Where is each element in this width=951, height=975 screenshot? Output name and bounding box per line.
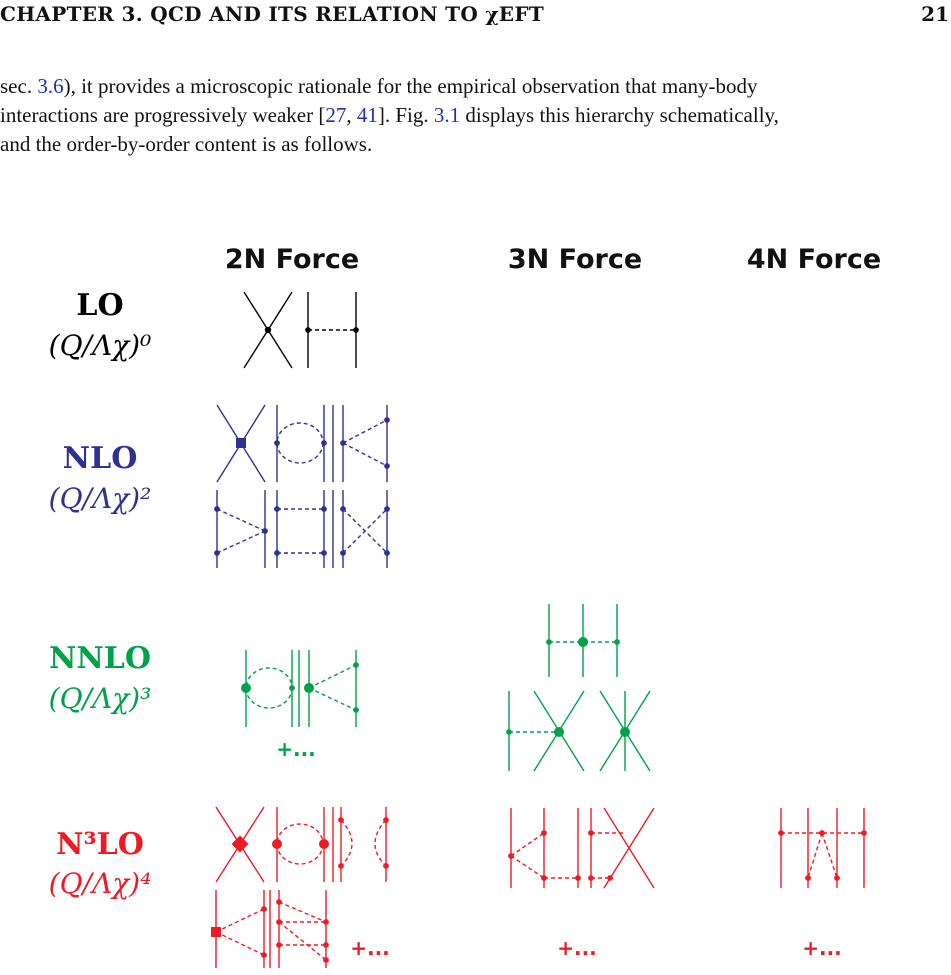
nlo-contact-diagram — [217, 405, 265, 482]
n3lo-3n-diagrams — [509, 808, 654, 888]
nnlo-3n-two-pion-exchange — [547, 604, 619, 677]
lo-contact-diagram — [244, 292, 292, 368]
nlo-box-diagram — [275, 490, 326, 568]
text-fragment: sec. — [0, 74, 38, 98]
figure-reference-link[interactable]: 3.1 — [433, 103, 461, 127]
nlo-triangle-diagram — [333, 405, 389, 482]
order-name: NNLO — [48, 641, 152, 676]
n3lo-box-diagram — [270, 890, 328, 968]
n3lo-contact-diagram — [216, 807, 264, 882]
text-fragment: , — [346, 103, 357, 127]
text-fragment: interactions are progressively weaker [ — [0, 103, 326, 127]
n3lo-bubble-diagram — [272, 807, 329, 882]
order-label-lo — [49, 288, 152, 362]
order-power: (Q/Λχ)³ — [48, 682, 152, 715]
column-header-4n: 4N Force — [746, 244, 882, 275]
order-label-nnlo — [49, 641, 152, 715]
text-fragment: displays this hierarchy schematically, — [460, 103, 779, 127]
n3lo-3n-relativistic-diagram — [589, 808, 654, 888]
nlo-bubble-diagram — [275, 405, 326, 482]
order-name: NLO — [62, 441, 138, 476]
order-label-n3lo — [49, 827, 152, 900]
nnlo-2n-diagrams — [241, 650, 358, 727]
n3lo-4n-diagram — [779, 808, 866, 888]
order-name: LO — [76, 288, 124, 323]
nnlo-3n-one-pion-exchange — [507, 691, 584, 771]
nlo-triangle-left-diagram — [215, 490, 267, 568]
order-power: (Q/Λχ)⁰ — [48, 329, 152, 362]
n3lo-triangle-left-diagram — [211, 890, 266, 968]
order-name: N³LO — [56, 827, 144, 862]
n3lo-4n-ellipsis: +... — [802, 936, 842, 960]
nnlo-bubble-diagram — [241, 650, 294, 727]
citation-link-27[interactable]: 27 — [325, 103, 347, 127]
nnlo-3n-contact — [600, 691, 650, 771]
n3lo-two-loop-diagram — [333, 807, 388, 882]
order-power: (Q/Λχ)² — [48, 482, 152, 515]
order-label-nlo — [49, 441, 152, 515]
page-number: 21 — [921, 2, 949, 26]
column-header-2n: 2N Force — [224, 244, 360, 275]
nlo-diagrams — [215, 405, 389, 568]
n3lo-2n-ellipsis: +... — [350, 936, 390, 960]
order-power: (Q/Λχ)⁴ — [48, 867, 152, 900]
citation-link-41[interactable]: 41 — [356, 103, 378, 127]
n3lo-3n-ellipsis: +... — [557, 936, 597, 960]
lo-diagrams — [244, 292, 358, 368]
text-fragment: ]. Fig. — [377, 103, 434, 127]
nnlo-2n-ellipsis: +... — [276, 737, 316, 761]
section-reference-link[interactable]: 3.6 — [37, 74, 64, 98]
text-fragment: ), it provides a microscopic rationale for the empirical observation that many-body — [63, 74, 758, 98]
nnlo-triangle-diagram — [299, 650, 358, 727]
nlo-crossed-box-diagram — [333, 490, 389, 568]
lo-one-pion-exchange-diagram — [306, 292, 358, 368]
chapter-title: CHAPTER 3. QCD AND ITS RELATION TO χEFT — [0, 2, 545, 26]
n3lo-3n-ring-diagram — [509, 808, 580, 888]
nnlo-3n-diagrams — [507, 604, 650, 771]
column-header-3n: 3N Force — [507, 244, 643, 275]
text-line-3: and the order-by-order content is as follows. — [0, 132, 373, 156]
